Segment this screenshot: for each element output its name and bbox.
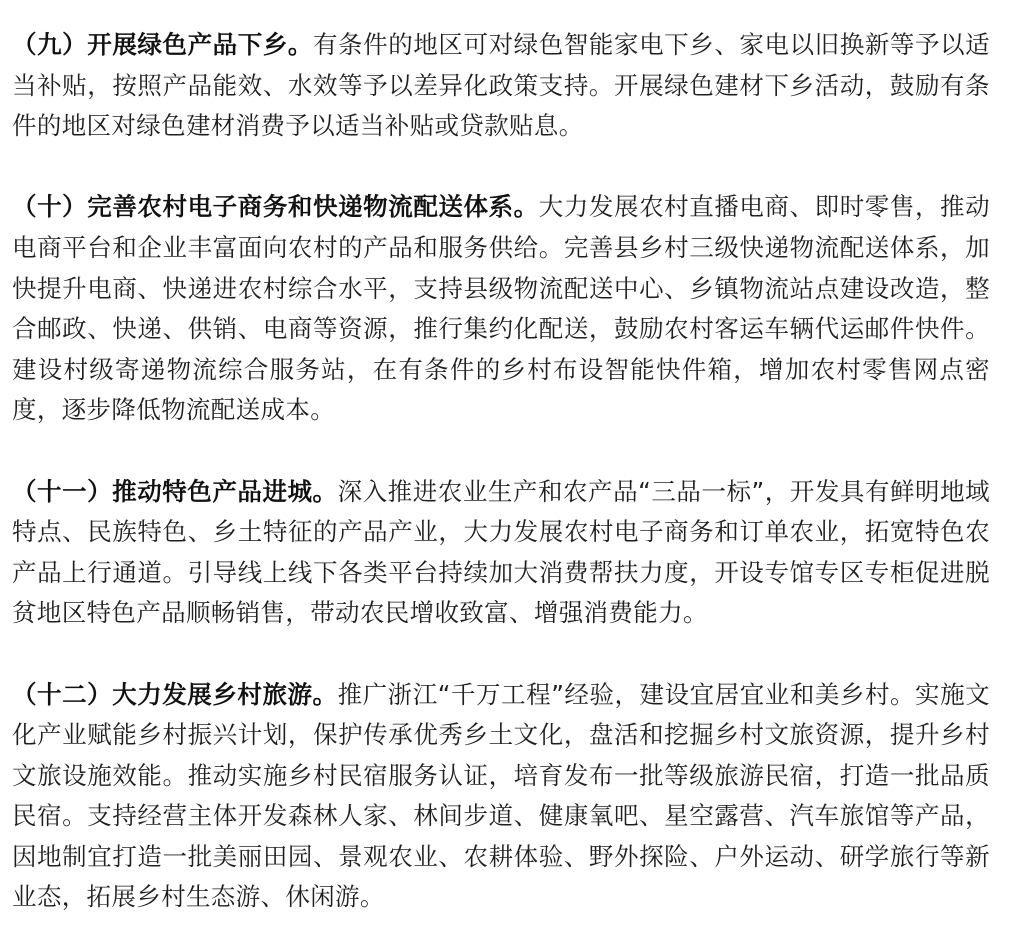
section-11-body: 深入推进农业生产和农产品“三品一标”，开发具有鲜明地域特点、民族特色、乡土特征的产品产业，大力发展农村电子商务和订单农业，拓宽特色农产品上行通道。引导线上线下各类平台持续加大消费帮扶力度，开设专馆专区专柜促进脱贫地区特色产品顺畅销售，带动农民增收致富、增强消费能力。	[12, 476, 990, 628]
section-9-paragraph	[12, 25, 990, 147]
section-10-heading: （十）完善农村电子商务和快递物流配送体系。	[12, 192, 539, 222]
section-12-heading: （十二）大力发展乡村旅游。	[12, 679, 338, 709]
section-10-paragraph	[12, 187, 990, 431]
section-9-heading: （九）开展绿色产品下乡。	[12, 30, 313, 59]
section-12-body: 推广浙江“千万工程”经验，建设宜居宜业和美乡村。实施文化产业赋能乡村振兴计划，保护传承优秀乡土文化，盘活和挖掘乡村文旅资源，提升乡村文旅设施效能。推动实施乡村民宿服务认证，培育发布一批等级旅游民宿，打造一批品质民宿。支持经营主体开发森林人家、林间步道、健康氧吧、星空露营、汽车旅馆等产品，因地制宜打造一批美丽田园、景观农业、农耕体验、野外探险、户外运动、研学旅行等新业态，拓展乡村生态游、休闲游。	[12, 679, 990, 912]
section-10-body: 大力发展农村直播电商、即时零售，推动电商平台和企业丰富面向农村的产品和服务供给。完善县乡村三级快递物流配送体系，加快提升电商、快递进农村综合水平，支持县级物流配送中心、乡镇物流站点建设改造，整合邮政、快递、供销、电商等资源，推行集约化配送，鼓励农村客运车辆代运邮件快件。建设村级寄递物流综合服务站，在有条件的乡村布设智能快件箱，增加农村零售网点密度，逐步降低物流配送成本。	[12, 192, 990, 425]
section-9-body: 有条件的地区可对绿色智能家电下乡、家电以旧换新等予以适当补贴，按照产品能效、水效等予以差异化政策支持。开展绿色建材下乡活动，鼓励有条件的地区对绿色建材消费予以适当补贴或贷款贴息。	[12, 30, 990, 141]
section-11-heading: （十一）推动特色产品进城。	[12, 476, 338, 506]
section-12-paragraph	[12, 675, 990, 919]
article-body	[12, 25, 990, 918]
section-11-paragraph	[12, 472, 990, 634]
